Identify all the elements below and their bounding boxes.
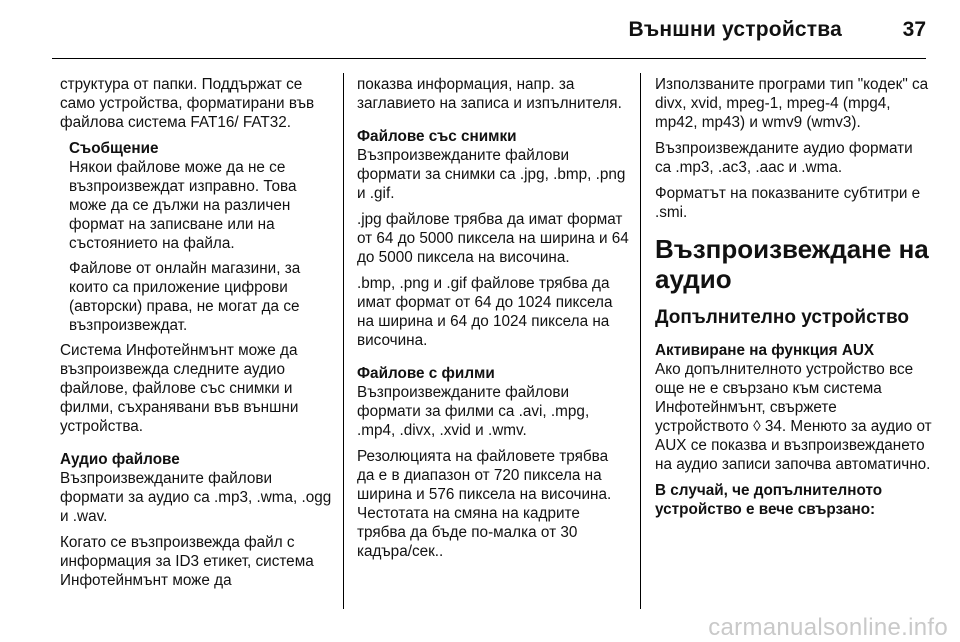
- paragraph: показва информация, напр. за заглавието на записа и изпълнителя.: [357, 76, 622, 112]
- paragraph: Възпроизвежданите аудио формати са .mp3, .ac3, .aac и .wma.: [655, 140, 913, 176]
- paragraph: Възпроизвежданите файлови формати за аудио са .mp3, .wma, .ogg и .wav.: [60, 470, 332, 525]
- cross-reference-page[interactable]: 34: [764, 418, 782, 435]
- paragraph: .jpg файлове трябва да имат формат от 64 до 5000 пиксела на ширина и 64 до 5000 пиксела на височина.: [357, 211, 629, 266]
- aux-text-after: . Менюто за аудио от AUX се показва и възпроизвеждането на аудио записи започва автоматично.: [655, 418, 932, 473]
- heading-connected: В случай, че допълнителното устройство е вече свързано:: [655, 482, 883, 518]
- paragraph: Когато се възпроизвежда файл с информация за ID3 етикет, система Инфотейнмънт може да: [60, 534, 314, 589]
- note-box: [60, 139, 332, 335]
- column-divider: [343, 73, 344, 609]
- heading-aux: Активиране на функция AUX: [655, 342, 875, 359]
- paragraph-aux: [655, 360, 933, 474]
- page-number: 37: [902, 18, 926, 41]
- column-divider: [640, 73, 641, 609]
- paragraph: Форматът на показваните субтитри е .smi.: [655, 185, 921, 221]
- column-1: [60, 75, 332, 597]
- header-title: Външни устройства: [628, 18, 842, 41]
- heading-movie-files: Файлове с филми: [357, 365, 495, 382]
- cross-reference-icon: ◊: [753, 418, 761, 435]
- paragraph: Резолюцията на файловете трябва да е в диапазон от 720 пиксела на ширина и 576 пиксела на височина. Честотата на смяна на кадрите трябва да бъде по-малка от 30 кадъра/сек..: [357, 448, 612, 560]
- column-3: [655, 75, 933, 526]
- page-header: [0, 0, 960, 62]
- watermark: carmanualsonline.info: [708, 614, 948, 641]
- header-rule: [52, 58, 926, 59]
- paragraph: структура от папки. Поддържат се само устройства, форматирани във файлова система FAT16/ FAT32.: [60, 76, 315, 131]
- section-heading: Възпроизвеждане на аудио: [655, 234, 929, 294]
- heading-image-files: Файлове със снимки: [357, 128, 517, 145]
- aux-text-before: Ако допълнителното устройство все още не е свързано към система Инфотейнмънт, свържете устройството: [655, 361, 914, 435]
- subsection-heading: Допълнително устройство: [655, 307, 909, 328]
- paragraph: Система Инфотейнмънт може да възпроизвежда следните аудио файлове, файлове със снимки и филми, съхранявани във външни устройства.: [60, 342, 299, 435]
- paragraph: Използваните програми тип "кодек" са divx, xvid, mpeg-1, mpeg-4 (mpg4, mp42, mp43) и wmv9 (wmv3).: [655, 76, 929, 131]
- note-text: Някои файлове може да не се възпроизвеждат изправно. Това може да се дължи на различен формат на записване или на състоянието на файла.: [69, 159, 297, 252]
- paragraph: Възпроизвежданите файлови формати за филми са .avi, .mpg, .mp4, .divx, .xvid и .wmv.: [357, 384, 590, 439]
- paragraph: Възпроизвежданите файлови формати за снимки са .jpg, .bmp, .png и .gif.: [357, 147, 626, 202]
- heading-audio-files: Аудио файлове: [60, 451, 180, 468]
- note-text: Файлове от онлайн магазини, за които са приложение цифрови (авторски) права, не могат да се възпроизвеждат.: [69, 260, 301, 334]
- column-2: [357, 75, 629, 568]
- paragraph: .bmp, .png и .gif файлове трябва да имат формат от 64 до 1024 пиксела на ширина и 64 до 1024 пиксела на височина.: [357, 275, 613, 349]
- note-title: Съобщение: [69, 140, 159, 157]
